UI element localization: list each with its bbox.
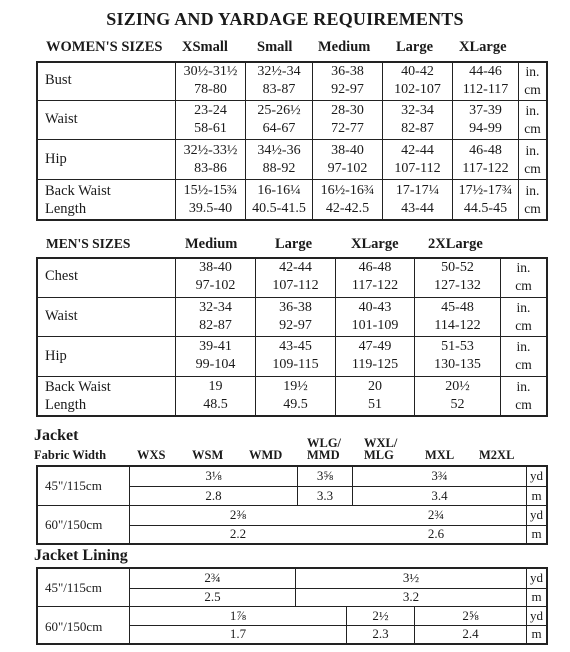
col-wmd: WMD	[249, 448, 283, 462]
page-title: SIZING AND YARDAGE REQUIREMENTS	[106, 9, 464, 29]
row-label-waist: Waist	[45, 308, 78, 324]
col-wsm: WSM	[192, 448, 224, 462]
row-label-bust: Bust	[45, 72, 72, 88]
fabric-width-label: Fabric Width	[34, 448, 107, 462]
fabric-width-45: 45"/115cm	[45, 478, 102, 493]
mens-size-large: Large	[275, 236, 313, 252]
row-label-hip: Hip	[45, 348, 67, 364]
mens-size-medium: Medium	[185, 236, 238, 252]
mens-size-2xlarge: 2XLarge	[428, 236, 483, 252]
jacket-title: Jacket	[34, 427, 79, 444]
womens-size-xlarge: XLarge	[459, 39, 507, 55]
jacket-lining-title: Jacket Lining	[34, 547, 128, 564]
mens-size-xlarge: XLarge	[351, 236, 399, 252]
col-wlg: WLG/	[307, 436, 342, 450]
row-label-chest: Chest	[45, 268, 79, 284]
womens-size-large: Large	[396, 39, 434, 55]
fabric-width-60: 60"/150cm	[45, 619, 103, 634]
row-label-hip: Hip	[45, 151, 67, 167]
womens-sizes-header: WOMEN'S SIZES	[46, 39, 163, 55]
col-mmd: MMD	[307, 448, 340, 462]
row-label-length: Length	[45, 201, 87, 217]
col-mlg: MLG	[364, 448, 394, 462]
womens-size-medium: Medium	[318, 39, 371, 55]
col-wxl: WXL/	[364, 436, 398, 450]
row-label-back-waist: Back Waist	[45, 183, 111, 199]
row-label-length: Length	[45, 397, 87, 413]
fabric-width-60: 60"/150cm	[45, 517, 103, 532]
row-label-back-waist: Back Waist	[45, 379, 111, 395]
col-wxs: WXS	[137, 448, 166, 462]
womens-size-small: Small	[257, 39, 293, 55]
mens-sizes-header: MEN'S SIZES	[46, 236, 131, 251]
fabric-width-45: 45"/115cm	[45, 580, 102, 595]
row-label-waist: Waist	[45, 111, 78, 127]
col-mxl: MXL	[425, 448, 455, 462]
womens-size-xsmall: XSmall	[182, 39, 228, 55]
col-m2xl: M2XL	[479, 448, 515, 462]
